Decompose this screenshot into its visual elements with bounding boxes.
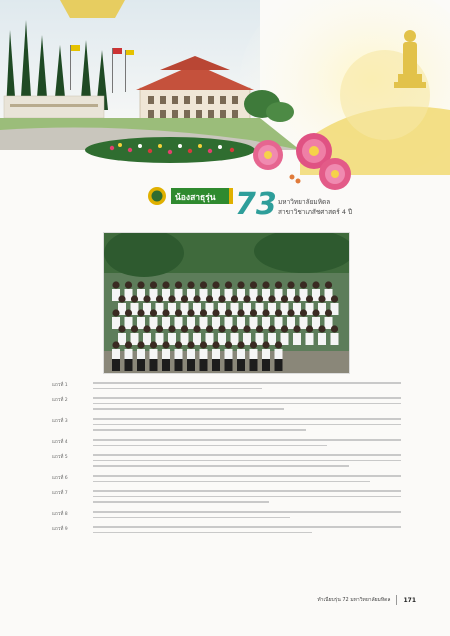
page-number: 171 (403, 596, 416, 604)
student-figure (181, 333, 189, 345)
student-figure-lower (175, 359, 183, 371)
student-figure-lower (262, 359, 270, 371)
student-figure-lower (125, 359, 133, 371)
student-figure (281, 333, 289, 345)
student-head (318, 325, 325, 332)
name-row (52, 382, 402, 397)
student-figure (243, 333, 251, 345)
text-line (93, 501, 269, 503)
student-head (193, 295, 200, 302)
student-head (200, 341, 207, 348)
student-head (137, 281, 144, 288)
student-figure (237, 317, 245, 329)
student-figure-lower (212, 359, 220, 371)
row-label: แถวที่ 9 (52, 527, 68, 532)
group-photo (103, 232, 350, 374)
student-figure-lower (225, 359, 233, 371)
row-label: แถวที่ 2 (52, 398, 68, 403)
student-figure (218, 333, 226, 345)
student-head (112, 309, 119, 316)
student-head (225, 281, 232, 288)
banner-graphic (145, 182, 375, 230)
student-figure (212, 317, 220, 329)
student-head (300, 309, 307, 316)
student-figure (150, 317, 158, 329)
row-names-text (93, 511, 401, 522)
student-head (281, 295, 288, 302)
text-line (93, 397, 401, 399)
text-line (93, 439, 401, 441)
student-figure (268, 333, 276, 345)
row-names-text (93, 418, 401, 435)
student-figure (206, 333, 214, 345)
student-figure (318, 333, 326, 345)
student-figure (162, 317, 170, 329)
student-head (250, 281, 257, 288)
student-figure (250, 317, 258, 329)
student-head (287, 281, 294, 288)
student-head (325, 281, 332, 288)
text-line (93, 403, 401, 405)
row-names-text (93, 439, 401, 450)
student-head (206, 325, 213, 332)
student-head (175, 281, 182, 288)
student-head (143, 325, 150, 332)
student-head (293, 295, 300, 302)
student-head (118, 325, 125, 332)
student-head (125, 281, 132, 288)
student-head (256, 325, 263, 332)
text-line (93, 460, 401, 462)
student-head (237, 341, 244, 348)
text-line (93, 418, 401, 420)
student-head (237, 309, 244, 316)
row-label: แถวที่ 3 (52, 419, 68, 424)
student-head (243, 295, 250, 302)
student-head (168, 295, 175, 302)
student-figure (331, 333, 339, 345)
name-row (52, 526, 402, 541)
row-label: แถวที่ 5 (52, 455, 68, 460)
student-head (112, 341, 119, 348)
student-figure-lower (200, 359, 208, 371)
student-figure (125, 317, 133, 329)
student-head (187, 341, 194, 348)
name-row (52, 397, 402, 418)
student-head (275, 309, 282, 316)
student-figure-lower (250, 359, 258, 371)
student-figure-lower (112, 359, 120, 371)
student-head (212, 281, 219, 288)
name-row (52, 490, 402, 511)
student-head (156, 325, 163, 332)
student-head (243, 325, 250, 332)
student-head (175, 341, 182, 348)
student-head (231, 325, 238, 332)
student-head (125, 309, 132, 316)
row-label: แถวที่ 4 (52, 440, 68, 445)
student-figure (200, 317, 208, 329)
student-head (331, 325, 338, 332)
text-line (93, 408, 284, 410)
student-figure (175, 317, 183, 329)
student-head (312, 281, 319, 288)
student-figure (312, 317, 320, 329)
name-row (52, 511, 402, 526)
text-line (93, 465, 349, 467)
student-head (306, 325, 313, 332)
footer-divider (396, 595, 397, 605)
student-head (262, 341, 269, 348)
student-head (206, 295, 213, 302)
student-figure-lower (237, 359, 245, 371)
text-line (93, 445, 327, 447)
name-row (52, 475, 402, 490)
text-line (93, 532, 312, 534)
student-figure-lower (187, 359, 195, 371)
student-head (112, 281, 119, 288)
student-head (175, 309, 182, 316)
text-line (93, 475, 401, 477)
student-figure (168, 333, 176, 345)
text-line (93, 481, 370, 483)
row-label: แถวที่ 1 (52, 383, 68, 388)
student-head (331, 295, 338, 302)
student-figure (231, 333, 239, 345)
student-head (237, 281, 244, 288)
student-figure (287, 317, 295, 329)
student-head (156, 295, 163, 302)
student-head (168, 325, 175, 332)
student-figure-lower (162, 359, 170, 371)
text-line (93, 490, 401, 492)
banner-title: น้องสาธุรุ่น (175, 193, 216, 203)
text-line (93, 496, 401, 498)
student-head (281, 325, 288, 332)
row-names-text (93, 454, 401, 471)
student-figure (306, 333, 314, 345)
student-head (275, 341, 282, 348)
student-head (137, 341, 144, 348)
row-names-text (93, 526, 401, 537)
name-row (52, 454, 402, 475)
student-head (212, 341, 219, 348)
text-line (93, 382, 401, 384)
student-head (150, 341, 157, 348)
footer-title: ทำเนียบรุ่น 72 มหาวิทยาลัยมหิดล (317, 597, 391, 603)
student-figure (225, 317, 233, 329)
student-head (150, 309, 157, 316)
student-head (218, 325, 225, 332)
student-head (250, 341, 257, 348)
name-rows (52, 382, 402, 541)
student-head (262, 309, 269, 316)
student-head (287, 309, 294, 316)
student-head (312, 309, 319, 316)
row-label: แถวที่ 8 (52, 512, 68, 517)
student-head (250, 309, 257, 316)
student-head (187, 281, 194, 288)
student-head (150, 281, 157, 288)
student-head (293, 325, 300, 332)
student-head (143, 295, 150, 302)
student-head (225, 341, 232, 348)
student-head (118, 295, 125, 302)
student-figure (325, 317, 333, 329)
student-head (125, 341, 132, 348)
student-figure (193, 333, 201, 345)
text-line (93, 429, 306, 431)
student-figure (137, 317, 145, 329)
row-names-text (93, 397, 401, 414)
student-head (256, 295, 263, 302)
student-figure (275, 317, 283, 329)
text-line (93, 517, 290, 519)
student-head (218, 295, 225, 302)
student-head (162, 341, 169, 348)
student-head (318, 295, 325, 302)
banner-subtitle-2: สาขาวิชาเภสัชศาสตร์ 4 ปี (278, 208, 353, 216)
class-number: 73 (235, 187, 277, 222)
student-head (162, 309, 169, 316)
text-line (93, 511, 401, 513)
page-footer (256, 594, 416, 606)
student-head (275, 281, 282, 288)
row-names-text (93, 382, 401, 393)
student-head (231, 295, 238, 302)
student-head (131, 295, 138, 302)
student-head (131, 325, 138, 332)
text-line (93, 454, 401, 456)
student-head (137, 309, 144, 316)
student-head (200, 281, 207, 288)
student-figure (131, 333, 139, 345)
student-figure (262, 317, 270, 329)
student-head (268, 325, 275, 332)
text-line (93, 388, 262, 390)
row-label: แถวที่ 6 (52, 476, 68, 481)
student-figure (156, 333, 164, 345)
student-head (262, 281, 269, 288)
student-head (181, 325, 188, 332)
student-figure (300, 317, 308, 329)
student-head (193, 325, 200, 332)
student-figure (187, 317, 195, 329)
name-row (52, 418, 402, 439)
student-head (325, 309, 332, 316)
student-figure (256, 333, 264, 345)
text-line (93, 424, 401, 426)
student-figure (112, 317, 120, 329)
student-figure-lower (137, 359, 145, 371)
student-head (200, 309, 207, 316)
text-line (93, 526, 401, 528)
banner-subtitle-1: มหาวิทยาลัยมหิดล (278, 198, 331, 206)
student-head (181, 295, 188, 302)
student-head (225, 309, 232, 316)
student-head (268, 295, 275, 302)
name-row (52, 439, 402, 454)
student-head (300, 281, 307, 288)
student-figure (118, 333, 126, 345)
student-figure (143, 333, 151, 345)
student-figure-lower (275, 359, 283, 371)
student-head (187, 309, 194, 316)
header-illustration (0, 0, 450, 200)
row-names-text (93, 490, 401, 507)
student-figure-lower (150, 359, 158, 371)
student-head (306, 295, 313, 302)
student-head (162, 281, 169, 288)
row-names-text (93, 475, 401, 486)
student-figure (293, 333, 301, 345)
class-banner (145, 182, 375, 230)
row-label: แถวที่ 7 (52, 491, 68, 496)
group-photo-image (104, 233, 349, 373)
student-head (212, 309, 219, 316)
